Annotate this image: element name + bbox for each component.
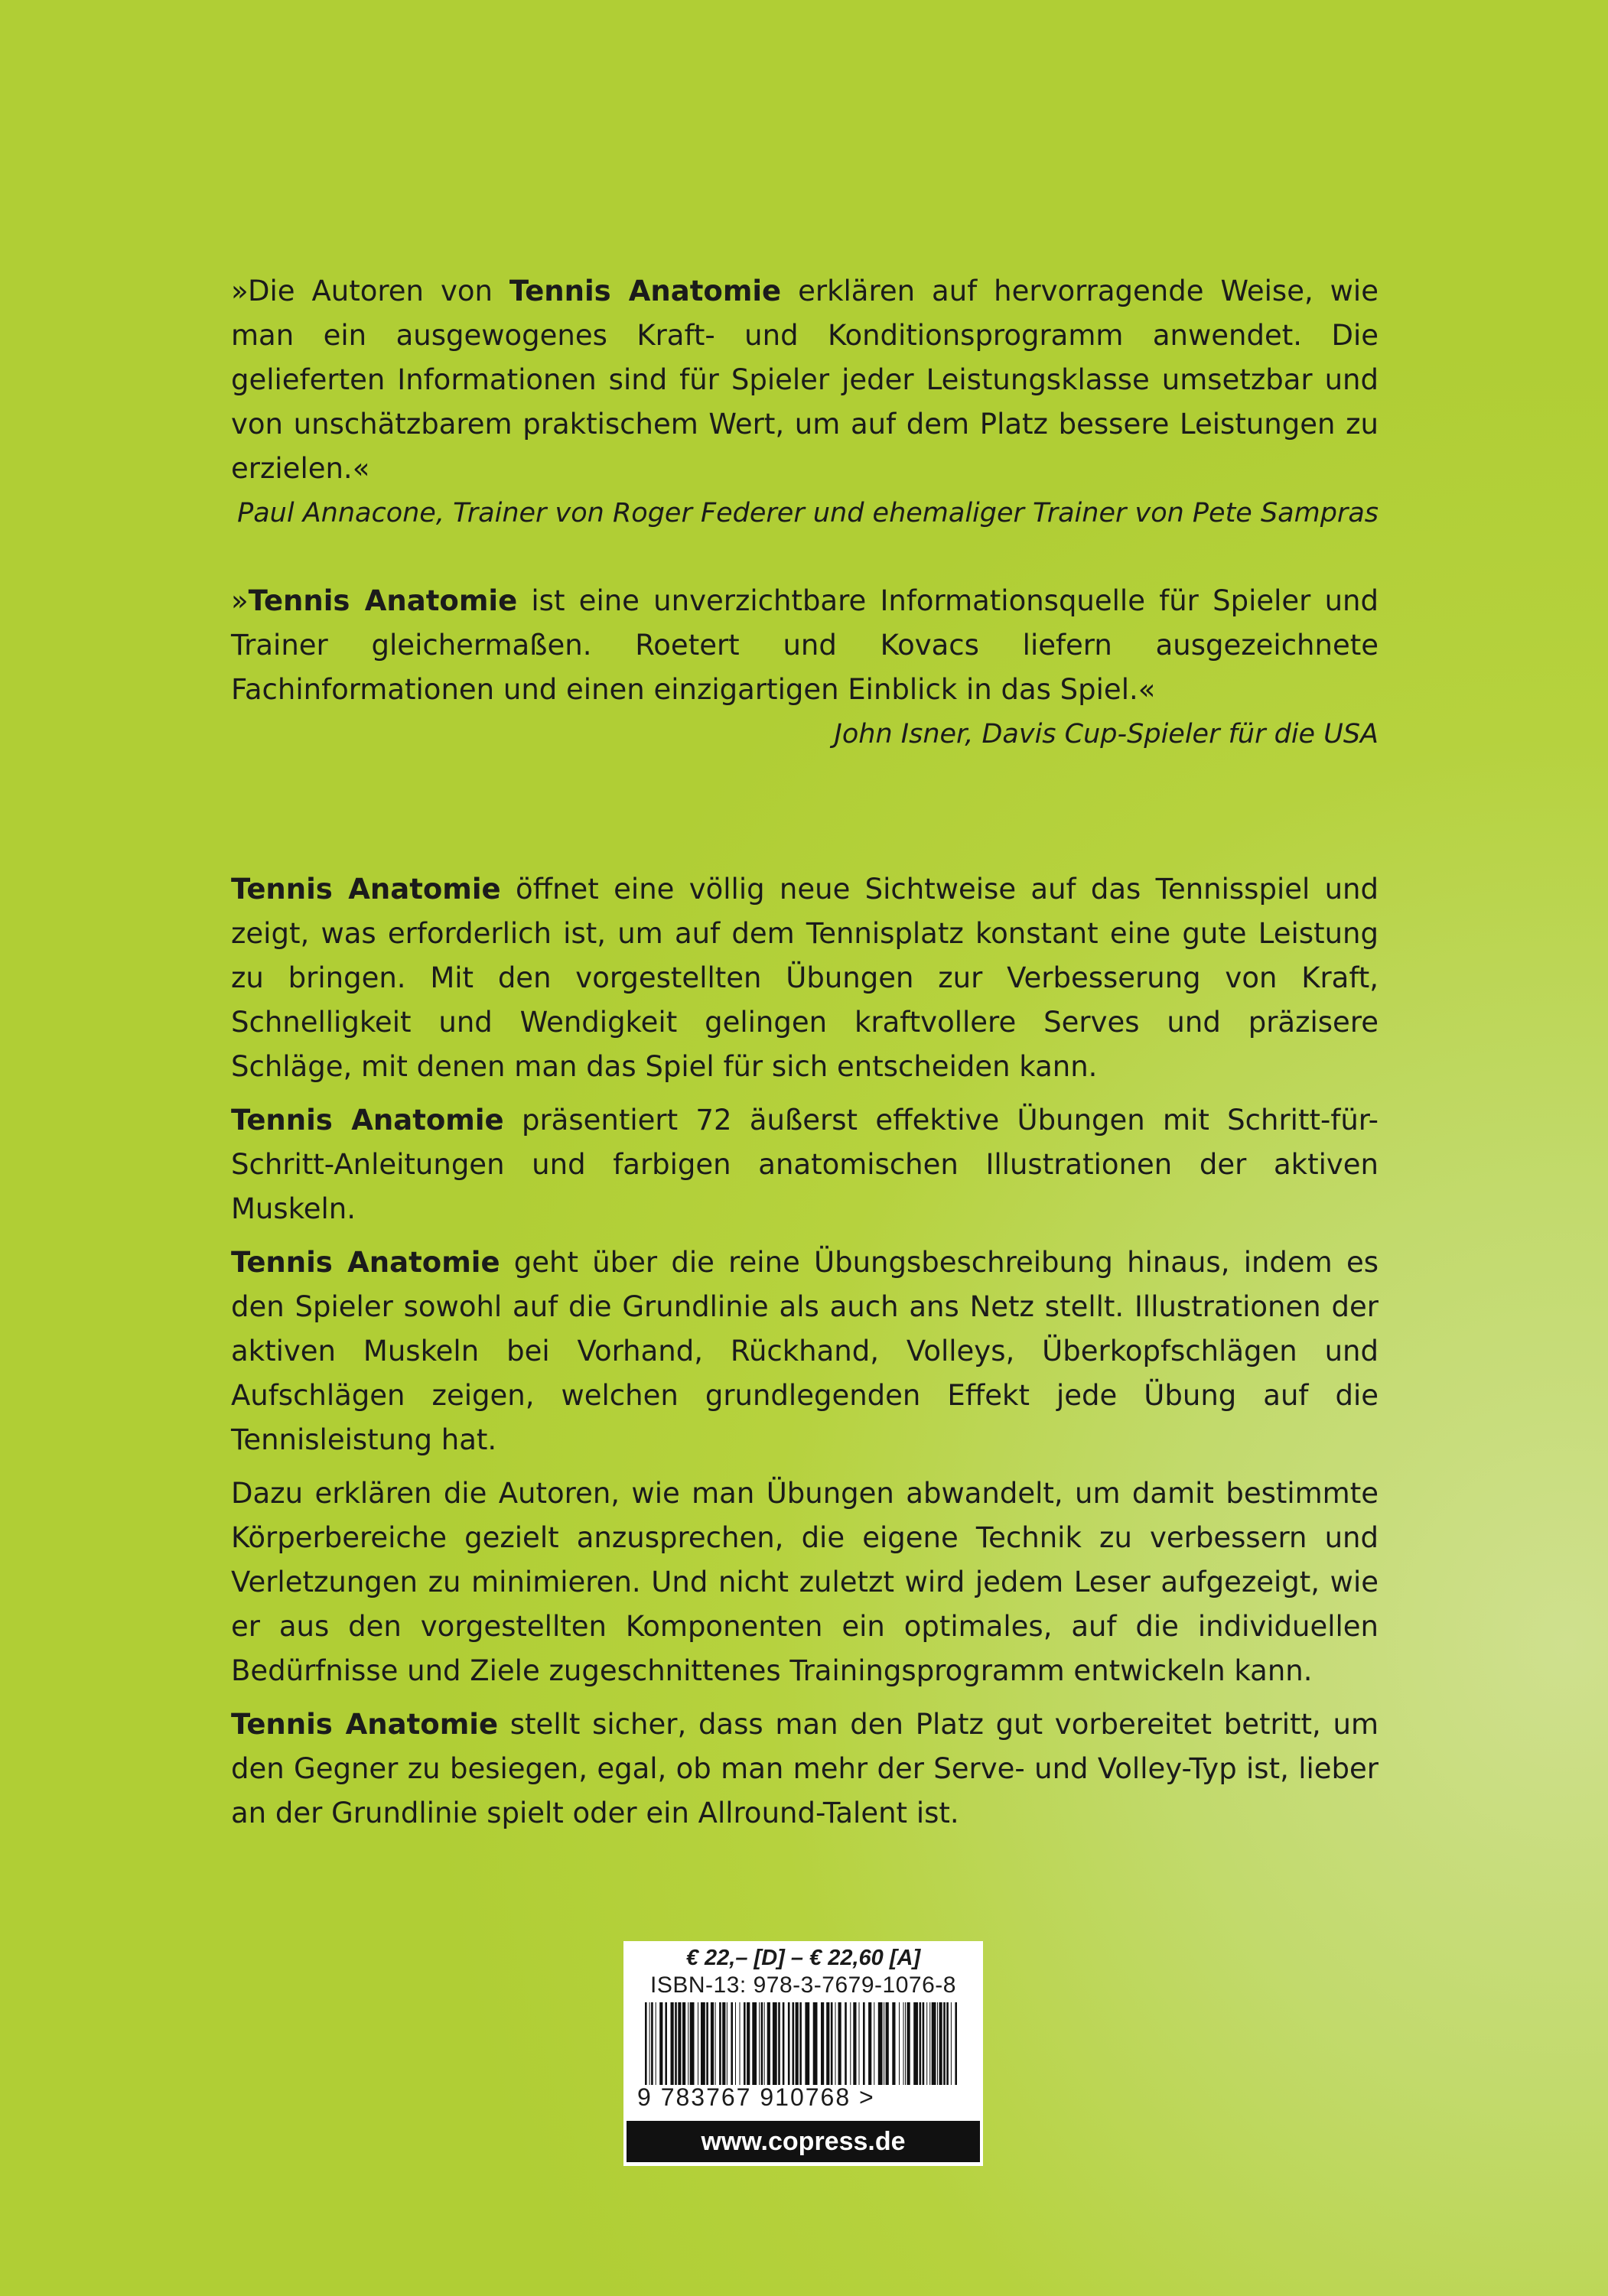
barcode-bar <box>682 2002 685 2085</box>
barcode-bar <box>923 2002 925 2085</box>
barcode-bar <box>951 2002 952 2085</box>
barcode-bar <box>645 2002 647 2085</box>
barcode-bar <box>715 2002 716 2085</box>
barcode-bar <box>690 2002 695 2085</box>
barcode-bar <box>722 2002 725 2085</box>
price-label: € 22,– [D] – € 22,60 [A] <box>685 1946 921 1970</box>
barcode-bar <box>831 2002 833 2085</box>
publisher-url: www.copress.de <box>627 2121 980 2162</box>
barcode-bar <box>838 2002 841 2085</box>
barcode-bar <box>764 2002 765 2085</box>
paragraph-2: Tennis Anatomie präsentiert 72 äußerst effektive Übungen mit Schritt-für-Schritt-Anleitungen und farbigen anatomischen Illustrationen der aktiven Muskeln. <box>231 1104 1379 1225</box>
barcode-bar <box>903 2002 904 2085</box>
barcode-bar <box>744 2002 746 2085</box>
barcode-bar <box>886 2002 889 2085</box>
barcode-bar <box>740 2002 741 2085</box>
barcode-bar <box>675 2002 677 2085</box>
barcode-bar <box>853 2002 856 2085</box>
barcode-box <box>623 1941 983 2166</box>
barcode-bar <box>747 2002 750 2085</box>
barcode-bar <box>937 2002 938 2085</box>
barcode-bar <box>711 2002 714 2085</box>
barcode-bar <box>850 2002 851 2085</box>
paragraph-3: Tennis Anatomie geht über die reine Übungsbeschreibung hinaus, indem es den Spieler sowohl auf die Grundlinie als auch ans Netz stellt. Illustrationen der aktiven Muskeln bei Vorhand, Rückhand, Volleys, Überkopfschlägen und Aufschlägen zeigen, welchen grundlegenden Effekt jede Übung auf die Tennisleistung hat. <box>231 1246 1379 1456</box>
ean-digits: 9 783767 910768 > <box>637 2083 875 2111</box>
barcode-bar <box>767 2002 770 2085</box>
barcode-bar <box>773 2002 777 2085</box>
barcode-bar <box>943 2002 946 2085</box>
barcode-bar <box>821 2002 824 2085</box>
barcode-bar <box>788 2002 790 2085</box>
barcode-bar <box>813 2002 818 2085</box>
barcode-bar <box>671 2002 674 2085</box>
barcode-bar <box>863 2002 865 2085</box>
quote-1-text: »Die Autoren von Tennis Anatomie erklären auf hervorragende Weise, wie man ein ausgewogenes Kraft- und Konditionsprogramm anwendet. Die gelieferten Informationen sind für Spieler jeder Leistungsklasse umsetzbar und von unschätzbarem praktischem Wert, um auf dem Platz bessere Leistungen zu erzielen.« <box>231 275 1379 485</box>
paragraph-4: Dazu erklären die Autoren, wie man Übungen abwandelt, um damit bestimmte Körperbereiche gezielt anzusprechen, die eigene Technik zu verbessern und Verletzungen zu minimieren. Und nicht zuletzt wird jedem Leser aufgezeigt, wie er aus den vorgestellten Komponenten ein optimales, auf die individuellen Bedürfnisse und Ziele zugeschnittenes Trainingsprogramm entwickeln kann. <box>231 1477 1379 1687</box>
quote-1 <box>231 269 1379 535</box>
barcode-bar <box>778 2002 780 2085</box>
barcode-bar <box>706 2002 708 2085</box>
barcode-bar <box>805 2002 809 2085</box>
barcode-bar <box>796 2002 799 2085</box>
quote-2 <box>231 579 1379 756</box>
barcode-bar <box>719 2002 721 2085</box>
barcode-bar <box>731 2002 733 2085</box>
barcode-bar <box>835 2002 836 2085</box>
barcode-bar <box>799 2002 802 2085</box>
barcode-bar <box>665 2002 667 2085</box>
quote-1-attribution: Paul Annacone, Trainer von Roger Federer und ehemaliger Trainer von Pete Sampras <box>237 498 1379 528</box>
barcode-bar <box>955 2002 957 2085</box>
isbn-label: ISBN-13: 978-3-7679-1076-8 <box>650 1972 956 1998</box>
barcode-bar <box>899 2002 900 2085</box>
paragraph-1: Tennis Anatomie öffnet eine völlig neue Sichtweise auf das Tennisspiel und zeigt, was erforderlich ist, um auf dem Tennisplatz konstant eine gute Leistung zu bringen. Mit den vorgestellten Übungen zur Verbesserung von Kraft, Schnelligkeit und Wendigkeit gelingen kraftvollere Serves und präzisere Schläge, mit denen man das Spiel für sich entscheiden kann. <box>231 873 1379 1083</box>
barcode-bar <box>649 2002 650 2085</box>
barcode-bar <box>793 2002 795 2085</box>
barcode-bar <box>907 2002 910 2085</box>
paragraph-5: Tennis Anatomie stellt sicher, dass man den Platz gut vorbereitet betritt, um den Gegner zu besiegen, egal, ob man mehr der Serve- und Volley-Typ ist, lieber an der Grundlinie spielt oder ein Allround-Talent ist. <box>231 1708 1379 1829</box>
barcode-bar <box>659 2002 662 2085</box>
quote-2-attribution: John Isner, Davis Cup-Spieler für die USA <box>834 719 1379 750</box>
barcode-bar <box>892 2002 895 2085</box>
barcode-bar <box>735 2002 736 2085</box>
barcode-bar <box>759 2002 760 2085</box>
barcode-bar <box>701 2002 705 2085</box>
barcode-bar <box>752 2002 757 2085</box>
blurb-body <box>231 867 1379 1845</box>
barcode-bar <box>946 2002 949 2085</box>
barcode-bar <box>932 2002 936 2085</box>
quote-2-text: »Tennis Anatomie ist eine unverzichtbare Informationsquelle für Spieler und Trainer gleichermaßen. Roetert und Kovacs liefern ausgezeichnete Fachinformationen und einen einzigartigen Einblick in das Spiel.« <box>231 584 1379 706</box>
barcode-bar <box>678 2002 681 2085</box>
barcode-bar <box>929 2002 930 2085</box>
barcode-bar <box>920 2002 922 2085</box>
barcode-bar <box>939 2002 942 2085</box>
barcode-bar <box>761 2002 763 2085</box>
barcode-bar <box>926 2002 927 2085</box>
barcode-bar <box>783 2002 785 2085</box>
barcode-bar <box>913 2002 918 2085</box>
barcode-bar <box>845 2002 847 2085</box>
barcode-bar <box>905 2002 906 2085</box>
barcode-bar <box>727 2002 728 2085</box>
barcode-bars <box>645 2002 962 2085</box>
barcode-bar <box>826 2002 829 2085</box>
barcode-bar <box>651 2002 653 2085</box>
barcode-bar <box>878 2002 883 2085</box>
barcode-bar <box>859 2002 860 2085</box>
barcode-bar <box>868 2002 871 2085</box>
